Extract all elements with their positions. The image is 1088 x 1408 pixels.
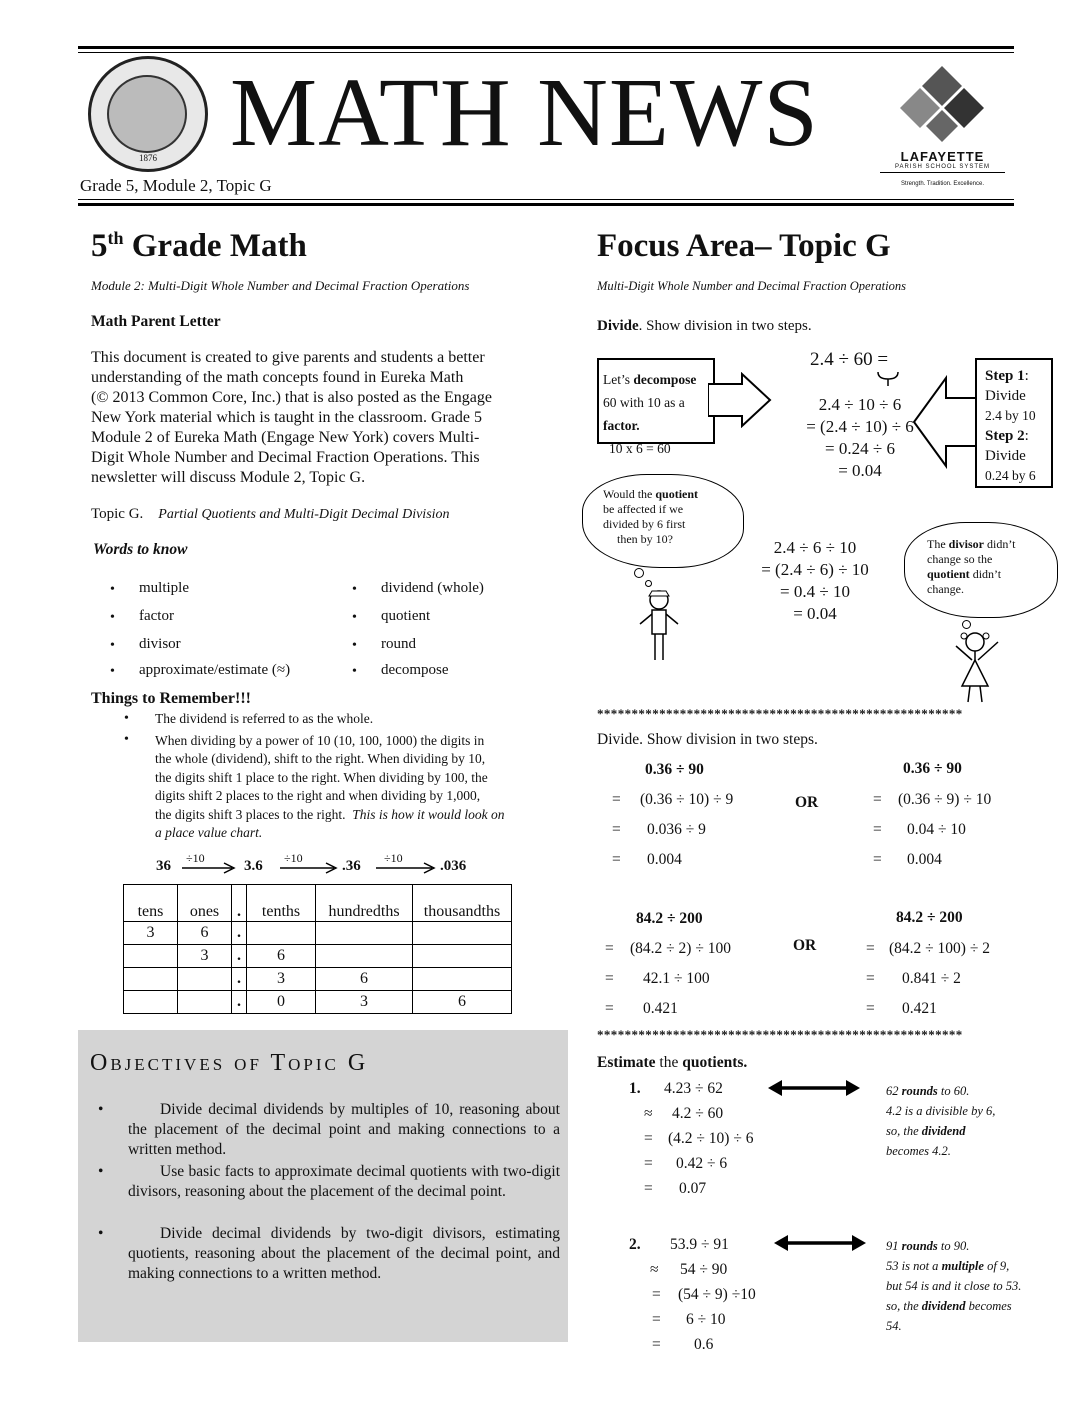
equals-sign: = [605, 1000, 614, 1017]
objectives-title: Objectives of Topic G [90, 1050, 369, 1076]
shift-value: .36 [342, 858, 361, 874]
estimate-1-note: 62 rounds to 60. 4.2 is a divisible by 6, so, the dividend becomes 4.2. [886, 1084, 996, 1158]
arrow-right-icon [376, 862, 438, 874]
masthead-bottom-rule-thick [78, 203, 1014, 206]
word-item: dividend (whole) [381, 580, 484, 596]
divide-instruction-2: Divide. Show division in two steps. [597, 731, 818, 748]
top-expression: 2.4 ÷ 60 = [810, 349, 889, 370]
calc-line: (54 ÷ 9) ÷10 [678, 1286, 756, 1303]
table-row: 3 . 6 [124, 945, 512, 968]
objective-item: • Use basic facts to approximate decimal quotients with two-digit divisors, reasoning about the placement of the decimal point. [98, 1163, 560, 1200]
logo-sub: PARISH SCHOOL SYSTEM [880, 164, 1005, 173]
thought-cloud-divisor: The divisor didn’t change so the quotient didn’t change. [904, 522, 1058, 618]
calc-line: 0.07 [679, 1180, 707, 1197]
thought-cloud-quotient: Would the quotient be affected if we divided by 6 first then by 10? [582, 474, 744, 568]
calc-line: 0.036 ÷ 9 [647, 821, 706, 838]
calc-line: 0.42 ÷ 6 [676, 1155, 728, 1172]
shift-value: 36 [156, 858, 171, 874]
place-value-chart [123, 884, 512, 1014]
approx-sign: ≈ [644, 1105, 653, 1122]
school-board-seal [88, 56, 208, 172]
equals-sign: = [652, 1286, 661, 1303]
alt-steps: 2.4 ÷ 6 ÷ 10 = (2.4 ÷ 6) ÷ 10 = 0.4 ÷ 10 = 0.04 [761, 538, 869, 623]
estimate-2-note: 91 rounds to 90. 53 is not a multiple of 9, but 54 is and it close to 53. so, the dividend becomes 54. [886, 1239, 1022, 1333]
left-heading: 5th Grade Math [91, 228, 307, 264]
intro-paragraph: This document is created to give parents and students a better understanding of the math concepts found in Eureka Math (© 2013 Common Core, Inc.) that is also posted as the Engage New York material which is taught in the classroom. Grade 5 Module 2 of Eureka Math (Engage New York) covers Multi- Digit Whole Number and Decimal Fraction Operations. This newsletter will discuss Module 2, Topic G. [91, 349, 492, 486]
equals-sign: = [873, 851, 882, 868]
topic-line: Topic G. Partial Quotients and Multi-Digit Decimal Division [91, 506, 450, 522]
calc-line: (4.2 ÷ 10) ÷ 6 [668, 1130, 754, 1147]
masthead-title: MATH NEWS [230, 59, 819, 167]
example-2-title-alt: 84.2 ÷ 200 [896, 909, 963, 926]
word-item: divisor [139, 636, 181, 652]
equals-sign: = [873, 821, 882, 838]
word-item: round [381, 636, 416, 652]
shift-op: ÷10 [284, 851, 303, 865]
table-row: . 3 6 [124, 968, 512, 991]
equals-sign: = [866, 1000, 875, 1017]
double-arrow-icon [768, 1078, 860, 1098]
equals-sign: = [652, 1311, 661, 1328]
cloud-bubble [645, 580, 652, 587]
brace-icon [876, 370, 900, 388]
equals-sign: = [612, 851, 621, 868]
top-rule-thin [78, 52, 1014, 53]
equals-sign: = [866, 940, 875, 957]
table-header-row: tens ones . tenths hundredths thousandths [124, 885, 512, 922]
table-row: 3 6 . [124, 922, 512, 945]
calc-line: 6 ÷ 10 [686, 1311, 726, 1328]
calc-line: (0.36 ÷ 10) ÷ 9 [640, 791, 734, 808]
arrow-left-icon [912, 374, 978, 470]
example-2-title: 84.2 ÷ 200 [636, 910, 703, 927]
double-arrow-icon [774, 1233, 866, 1253]
cloud-bubble [634, 568, 644, 578]
calc-line: 54 ÷ 90 [680, 1261, 728, 1278]
word-item: quotient [381, 608, 431, 624]
calc-line: 4.23 ÷ 62 [664, 1080, 723, 1097]
remember-item-2: When dividing by a power of 10 (10, 100, 1000) the digits in the whole (dividend), shift to the right. When dividing by 10, the digits shift 1 place to the right. When dividing by 100, the digits shift 2 places to the right and when dividing by 1,000, the digits shift 3 places to the right. This is how it would look on a place value chart. [155, 733, 505, 841]
equals-sign: = [612, 791, 621, 808]
example-1-title: 0.36 ÷ 90 [645, 761, 704, 778]
table-row: . 0 3 6 [124, 991, 512, 1014]
cloud-bubble [962, 620, 971, 629]
calc-line: 0.421 [902, 1000, 937, 1017]
remember-item-1: The dividend is referred to as the whole. [155, 711, 374, 726]
lafayette-logo [880, 62, 1005, 192]
seal-emblem [107, 75, 187, 153]
calc-line: 53.9 ÷ 91 [670, 1236, 729, 1253]
logo-name: LAFAYETTE [900, 149, 985, 164]
calc-line: (84.2 ÷ 100) ÷ 2 [889, 940, 990, 957]
estimate-1-number: 1. [629, 1080, 641, 1097]
or-label: OR [793, 937, 817, 954]
calc-line: 0.004 [647, 851, 682, 868]
equals-sign: = [644, 1180, 653, 1197]
equals-sign: = [605, 970, 614, 987]
shift-op: ÷10 [186, 851, 205, 865]
arrow-right-icon [708, 372, 774, 428]
or-label: OR [795, 794, 819, 811]
separator-stars: ***************************************************** [597, 706, 963, 721]
right-subtitle: Multi-Digit Whole Number and Decimal Fraction Operations [597, 279, 906, 293]
estimate-instruction: Estimate the quotients. [597, 1054, 748, 1071]
calc-line: 0.04 ÷ 10 [907, 821, 966, 838]
word-item: decompose [381, 662, 449, 678]
shift-value: 3.6 [244, 858, 263, 874]
divide-instruction: Divide. Show division in two steps. [597, 318, 812, 334]
lafayette-cross-icon [880, 62, 1005, 142]
word-item: approximate/estimate (≈) [139, 662, 291, 678]
remember-title: Things to Remember!!! [91, 690, 251, 707]
shift-value: .036 [440, 858, 467, 874]
masthead-subtitle: Grade 5, Module 2, Topic G [80, 176, 272, 195]
boy-figure-icon [636, 588, 682, 664]
word-item: multiple [139, 580, 189, 596]
equals-sign: = [873, 791, 882, 808]
equals-sign: = [612, 821, 621, 838]
top-rule-thick [78, 46, 1014, 49]
calc-line: (0.36 ÷ 9) ÷ 10 [898, 791, 992, 808]
objective-item: • Divide decimal dividends by two-digit divisors, estimating quotients, reasoning about the placement of the decimal point, and making connections to a written method. [98, 1225, 560, 1282]
module-line: Module 2: Multi-Digit Whole Number and Decimal Fraction Operations [91, 278, 470, 293]
masthead-bottom-rule [78, 199, 1014, 200]
equals-sign: = [866, 970, 875, 987]
girl-figure-icon [946, 630, 1004, 704]
calc-line: (84.2 ÷ 2) ÷ 100 [630, 940, 731, 957]
words-title: Words to know [93, 541, 188, 558]
shift-op: ÷10 [384, 851, 403, 865]
calc-line: 0.6 [694, 1336, 714, 1353]
arrow-right-icon [182, 862, 238, 874]
right-heading: Focus Area– Topic G [597, 228, 891, 264]
separator-stars: ***************************************************** [597, 1027, 963, 1042]
approx-sign: ≈ [650, 1261, 659, 1278]
example-1-title-alt: 0.36 ÷ 90 [903, 760, 962, 777]
parent-letter-title: Math Parent Letter [91, 313, 221, 330]
seal-year: 1876 [139, 153, 157, 163]
word-item: factor [139, 608, 174, 624]
calc-line: 4.2 ÷ 60 [672, 1105, 724, 1122]
logo-tagline: Strength. Tradition. Excellence. [900, 181, 985, 187]
estimate-2-number: 2. [629, 1236, 641, 1253]
equals-sign: = [644, 1155, 653, 1172]
main-steps: 2.4 ÷ 10 ÷ 6 = (2.4 ÷ 10) ÷ 6 = 0.24 ÷ 6 = 0.04 [806, 395, 914, 480]
objective-item: • Divide decimal dividends by multiples of 10, reasoning about the placement of the decimal point and making connections to a written method. [98, 1101, 560, 1158]
step-box: Step 1: Divide 2.4 by 10 Step 2: Divide 0.24 by 6 [975, 358, 1053, 488]
arrow-right-icon [280, 862, 340, 874]
decompose-box: Let’s decompose 60 with 10 as a factor. 10 x 6 = 60 [597, 358, 715, 444]
calc-line: 42.1 ÷ 100 [643, 970, 710, 987]
calc-line: 0.421 [643, 1000, 678, 1017]
equals-sign: = [644, 1130, 653, 1147]
equals-sign: = [605, 940, 614, 957]
equals-sign: = [652, 1336, 661, 1353]
calc-line: 0.841 ÷ 2 [902, 970, 961, 987]
calc-line: 0.004 [907, 851, 942, 868]
